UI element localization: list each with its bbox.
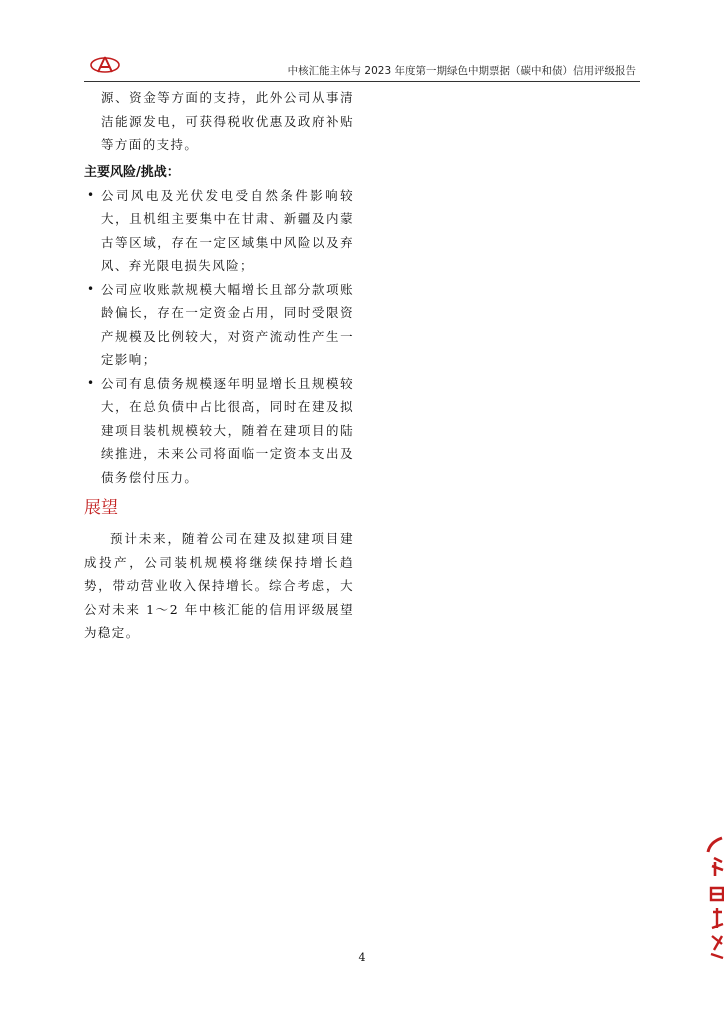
risk-item-text: 公司应收账款规模大幅增长且部分款项账龄偏长，存在一定资金占用，同时受限资产规模及比例较大，对资产流动性产生一定影响； (101, 281, 354, 367)
bullet-icon: • (87, 281, 95, 296)
risk-item-text: 公司有息债务规模逐年明显增长且规模较大，在总负债中占比很高，同时在建及拟建项目装机规模较大，随着在建项目的陆续推进，未来公司将面临一定资本支出及债务偿付压力。 (101, 375, 354, 485)
intro-continuation-paragraph: 源、资金等方面的支持，此外公司从事清洁能源发电，可获得税收优惠及政府补贴等方面的支持。 (101, 90, 354, 152)
risk-item-text: 公司风电及光伏发电受自然条件影响较大，且机组主要集中在甘肃、新疆及内蒙古等区域，存在一定区域集中风险以及弃风、弃光限电损失风险； (101, 187, 354, 273)
dagong-logo-icon (90, 55, 120, 75)
header-divider (84, 81, 640, 82)
page-number: 4 (358, 951, 366, 964)
content-column (84, 86, 354, 645)
risks-heading: 主要风险/挑战： (84, 164, 180, 180)
outlook-paragraph: 预计未来，随着公司在建及拟建项目建成投产，公司装机规模将继续保持增长趋势，带动营业收入保持增长。综合考虑，大公对未来 1～2 年中核汇能的信用评级展望为稳定。 (84, 531, 354, 640)
risk-item (84, 184, 354, 278)
bullet-icon: • (87, 375, 95, 390)
bullet-icon: • (87, 187, 95, 202)
risks-list (84, 184, 354, 490)
red-seal-icon (702, 832, 724, 967)
outlook-section-title: 展望 (84, 498, 118, 518)
risk-item (84, 278, 354, 372)
risk-item (84, 372, 354, 490)
report-header-title: 中核汇能主体与 2023 年度第一期绿色中期票据（碳中和债）信用评级报告 (287, 65, 636, 77)
